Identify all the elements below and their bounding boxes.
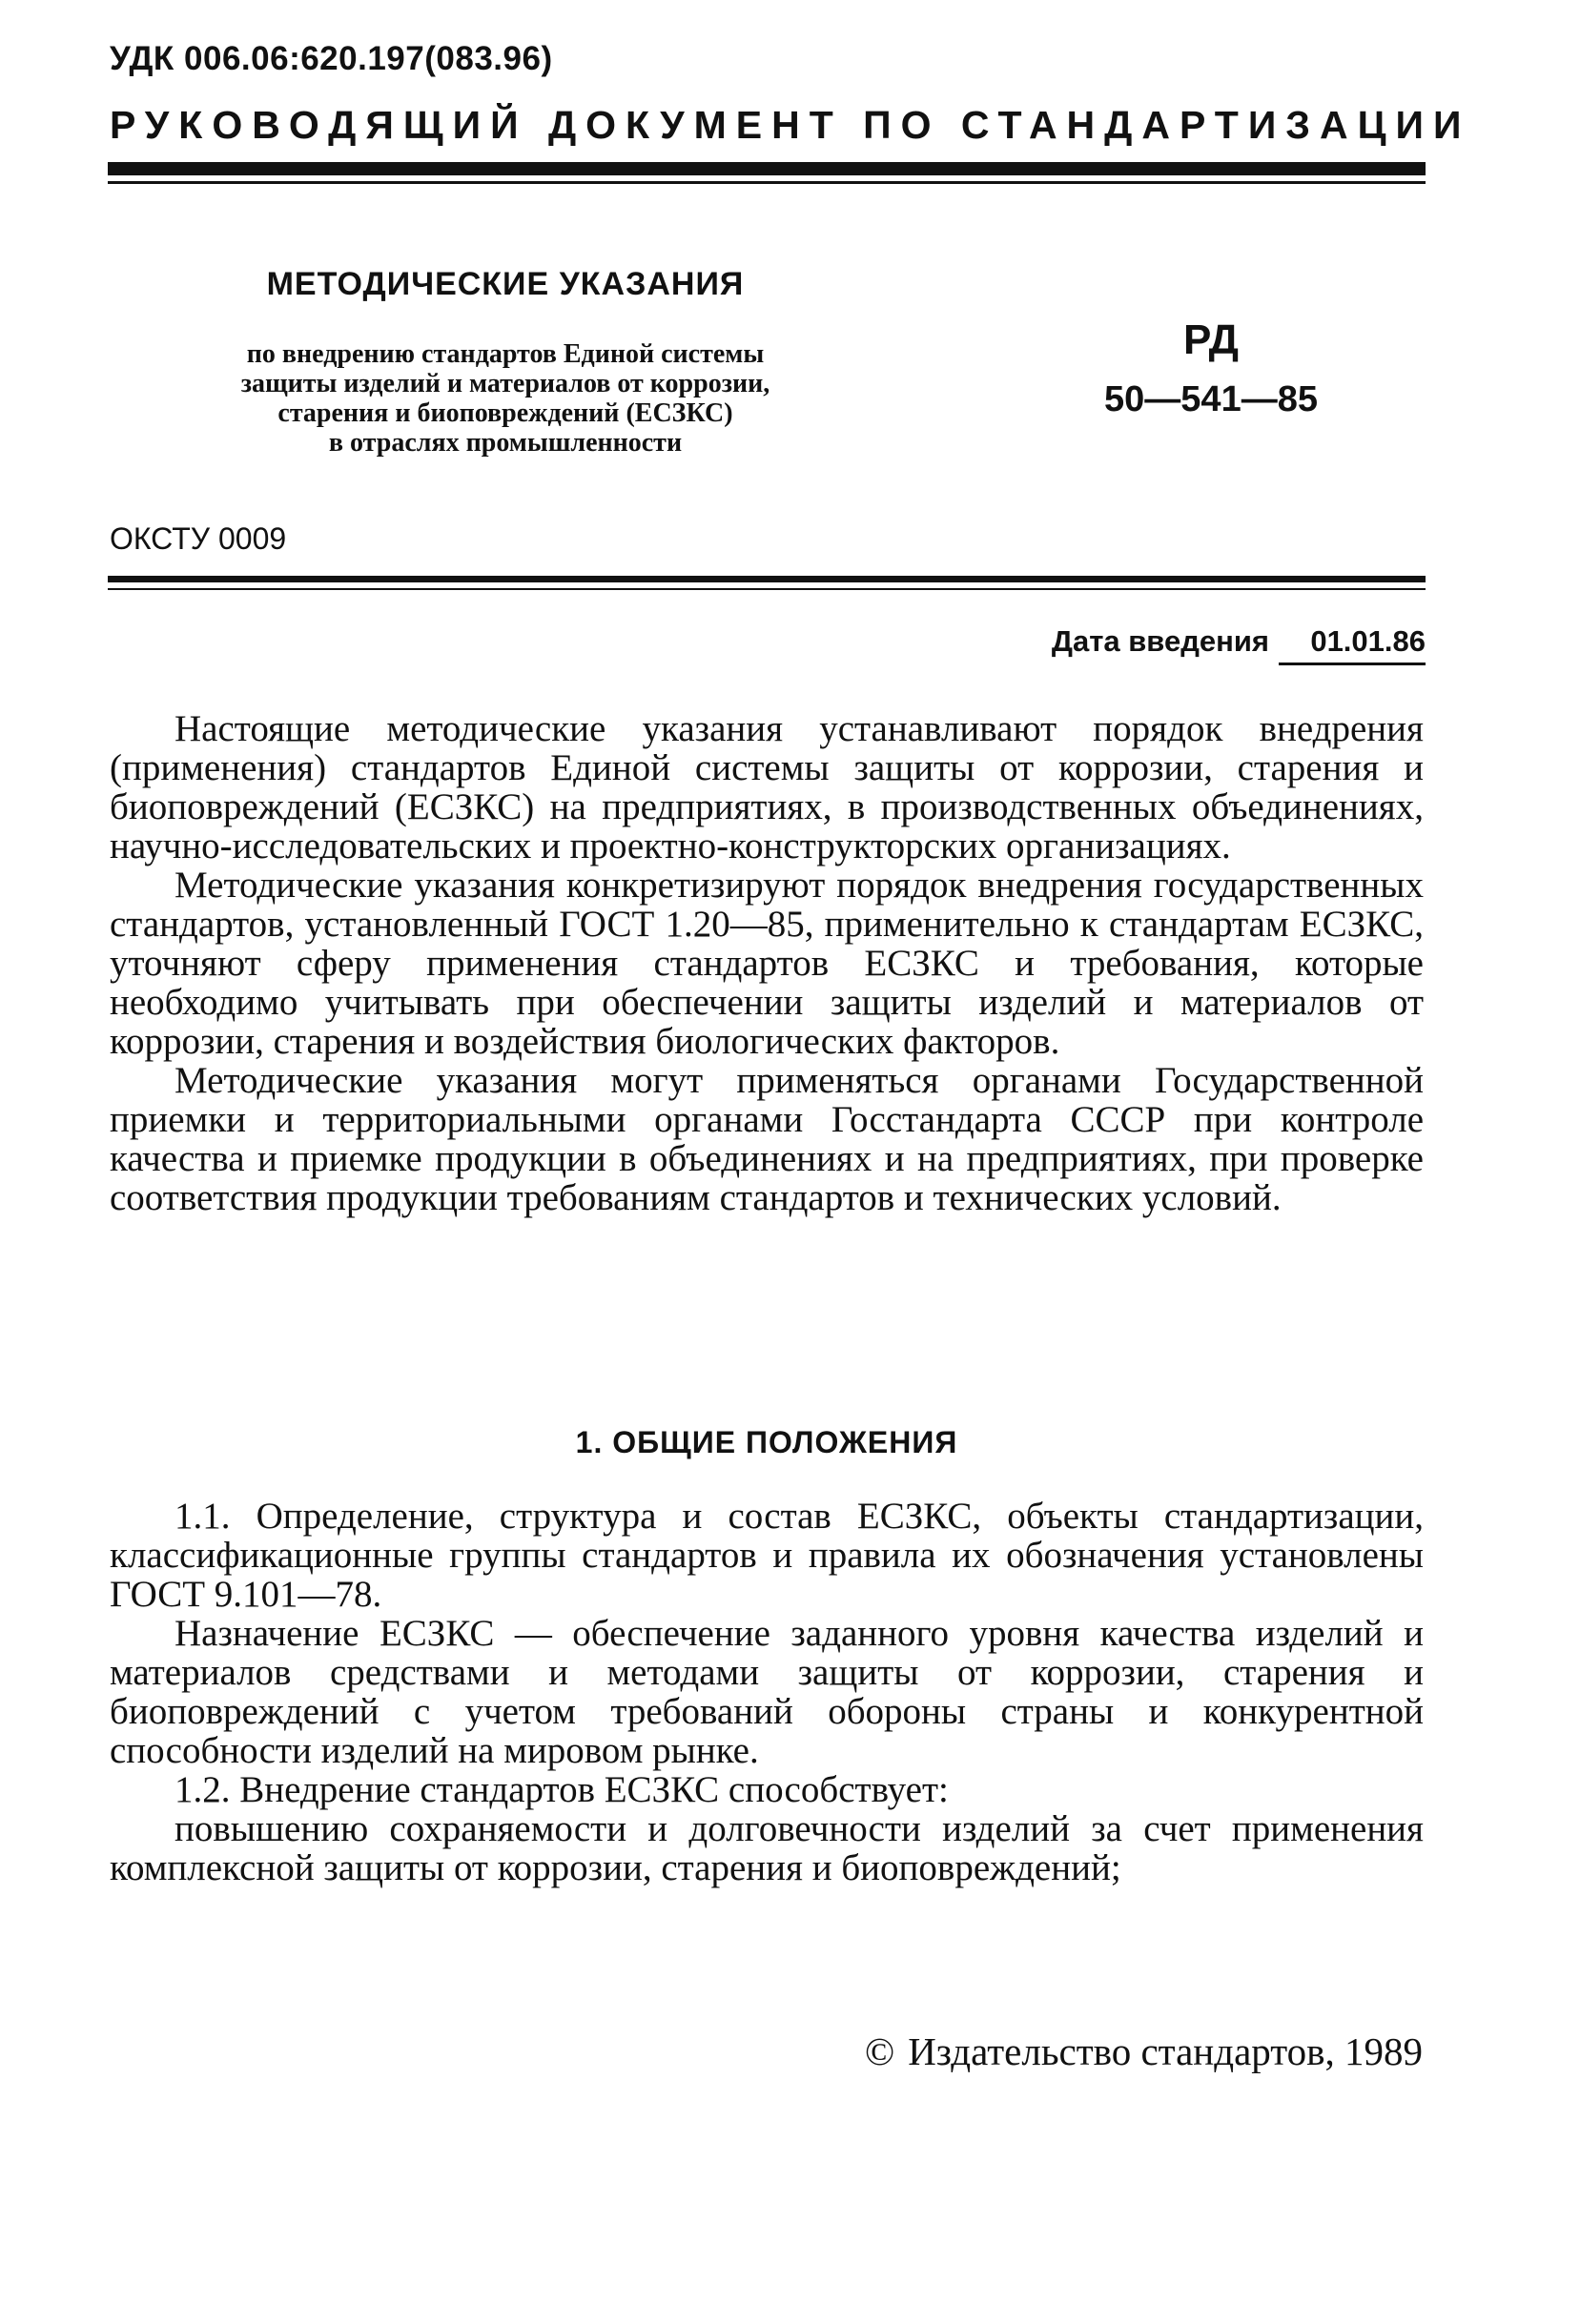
subject-line: старения и биоповреждений (ЕСЗКС) bbox=[277, 398, 733, 428]
effective-date-value: 01.01.86 bbox=[1279, 624, 1426, 665]
section-text bbox=[110, 1497, 1424, 1887]
effective-date-label: Дата введения bbox=[1051, 624, 1269, 658]
effective-date bbox=[1052, 624, 1426, 665]
intro-paragraph: Методические указания могут применяться органами Государственной приемки и территориальными органами Госстандарта СССР при контроле качества и приемке продукции в объединениях и на предприятиях, при проверке соответствия продукции требованиям стандартов и технических условий. bbox=[110, 1060, 1424, 1218]
okstu-code: ОКСТУ 0009 bbox=[110, 521, 287, 556]
rd-label: РД bbox=[1183, 316, 1239, 363]
document-kind-title: МЕТОДИЧЕСКИЕ УКАЗАНИЯ bbox=[266, 266, 745, 302]
copyright-notice bbox=[865, 2028, 1423, 2074]
series-title: РУКОВОДЯЩИЙ ДОКУМЕНТ ПО СТАНДАРТИЗАЦИИ bbox=[110, 103, 1471, 147]
section-paragraph: 1.1. Определение, структура и состав ЕСЗКС, объекты стандартизации, классификационные группы стандартов и правила их обозначения установлены ГОСТ 9.101—78. bbox=[110, 1496, 1424, 1615]
divider-rule-thin bbox=[108, 588, 1426, 590]
document-subject bbox=[191, 339, 820, 458]
copyright-text: Издательство стандартов, 1989 bbox=[908, 2029, 1423, 2073]
subject-line: в отраслях промышленности bbox=[328, 428, 683, 458]
divider-rule-thick bbox=[108, 576, 1426, 582]
subject-line: по внедрению стандартов Единой системы bbox=[246, 339, 765, 369]
udk-code: УДК 006.06:620.197(083.96) bbox=[110, 40, 553, 77]
rd-number: 50—541—85 bbox=[1104, 379, 1318, 419]
header-rule-thin bbox=[108, 181, 1426, 184]
subject-line: защиты изделий и материалов от коррозии, bbox=[240, 369, 770, 398]
intro-paragraph: Методические указания конкретизируют порядок внедрения государственных стандартов, установленный ГОСТ 1.20—85, применительно к стандартам ЕСЗКС, уточняют сферу применения стандартов ЕСЗКС и требования, которые необходимо учитывать при обеспечении защиты изделий и материалов от коррозии, старения и воздействия биологических факторов. bbox=[110, 865, 1424, 1062]
intro-paragraph: Настоящие методические указания устанавливают порядок внедрения (применения) стандартов Единой системы защиты от коррозии, старения и биоповреждений (ЕСЗКС) на предприятиях, в производственных объединениях, научно-исследовательских и проектно-конструкторских организациях. bbox=[110, 708, 1424, 866]
header-rule-thick bbox=[108, 162, 1426, 175]
copyright-icon: © bbox=[865, 2029, 895, 2073]
section-paragraph: 1.2. Внедрение стандартов ЕСЗКС способствует: bbox=[174, 1769, 949, 1810]
section-heading: 1. ОБЩИЕ ПОЛОЖЕНИЯ bbox=[575, 1425, 958, 1459]
section-paragraph: повышению сохраняемости и долговечности изделий за счет применения комплексной защиты от коррозии, старения и биоповреждений; bbox=[110, 1808, 1424, 1888]
intro-text bbox=[110, 709, 1424, 1217]
section-paragraph: Назначение ЕСЗКС — обеспечение заданного уровня качества изделий и материалов средствами и методами защиты от коррозии, старения и биоповреждений с учетом требований обороны страны и конкурентной способности изделий на мировом рынке. bbox=[110, 1613, 1424, 1771]
